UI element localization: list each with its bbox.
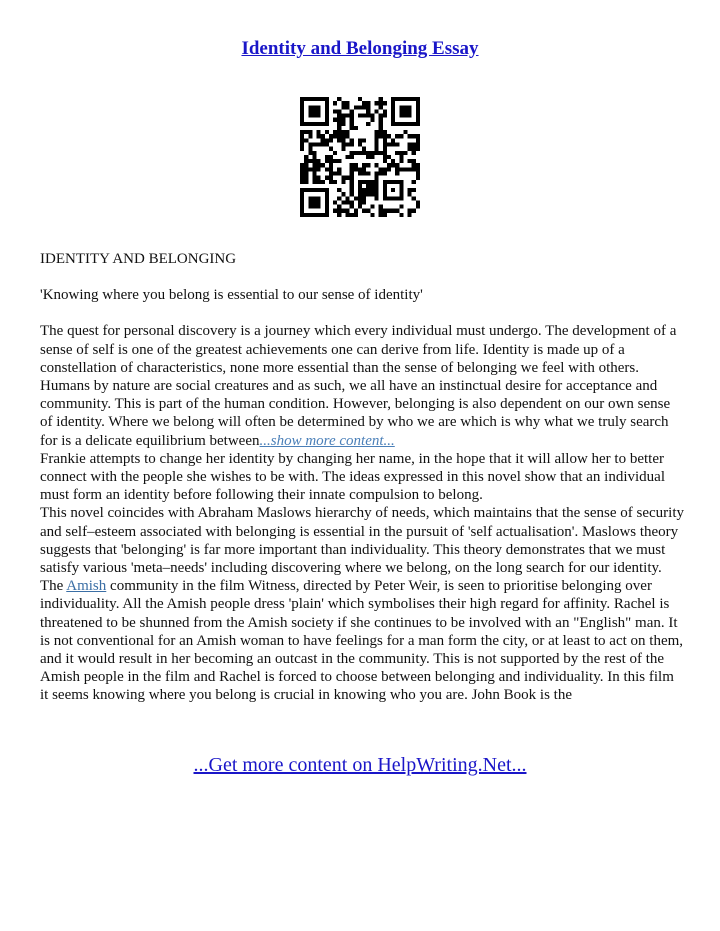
show-more-link[interactable]: ...show more content... [259,432,395,449]
paragraph-3-text-start: This novel coincides with Abraham Maslows hierarchy of needs, which maintains that the sense of security and self–esteem associated with belonging is essential in the pursuit of 'self actualisation'. Maslows theory suggests that 'belonging' is far more important than individuality. This theory demonstrates that we must satisfy various 'meta–needs' including discovering where we belong, on the long search for our identity. The [40,505,685,595]
qr-code-graphic [300,97,420,217]
essay-heading: IDENTITY AND BELONGING [40,251,237,267]
essay-quote: 'Knowing where you belong is essential to our sense of identity' [40,287,423,304]
qr-code-icon [300,97,420,217]
get-more-content-link[interactable]: ...Get more content on HelpWriting.Net... [193,754,527,776]
paragraph-3-text-end: community in the film Witness, directed by Peter Weir, is seen to prioritise belonging over individuality. All the Amish people dress 'plain' which symbolises their high regard for affinity. Rachel is threatened to be shunned from the Amish society if she continues to be involved with an "English" man. It is not conventional for an Amish woman to have feelings for a man form the city, or at least to act on them, and it would result in her becoming an outcast in the community. This is not supported by the rest of the Amish people in the film and Rachel is forced to choose between belonging and individuality. In this film it seems knowing where you belong is crucial in knowing who you are. John Book is the [40,578,684,704]
essay-body [40,250,685,705]
amish-link[interactable]: Amish [66,578,107,595]
paragraph-1 [40,322,685,449]
paragraph-2: Frankie attempts to change her identity by changing her name, in the hope that it will allow her to better connect with the people she wishes to be with. The ideas expressed in this novel show that an individual must form an identity before following their innate compulsion to belong. [40,450,666,504]
paragraph-1-text: The quest for personal discovery is a journey which every individual must undergo. The development of a sense of self is one of the greatest achievements one can derive from life. Identity is made up of a constellation of characteristics, none more essential than the sense of belonging we feel with others. Humans by nature are social creatures and as such, we all have an instinctual desire for acceptance and community. This is part of the human condition. However, belonging is also dependent on our own sense of identity. Where we belong will often be determined by who we are which is why what we truly search for is a delicate equilibrium between [40,323,677,449]
page-title [0,38,720,60]
paragraph-3 [40,504,685,704]
title-link[interactable]: Identity and Belonging Essay [241,38,479,59]
footer [0,754,720,777]
